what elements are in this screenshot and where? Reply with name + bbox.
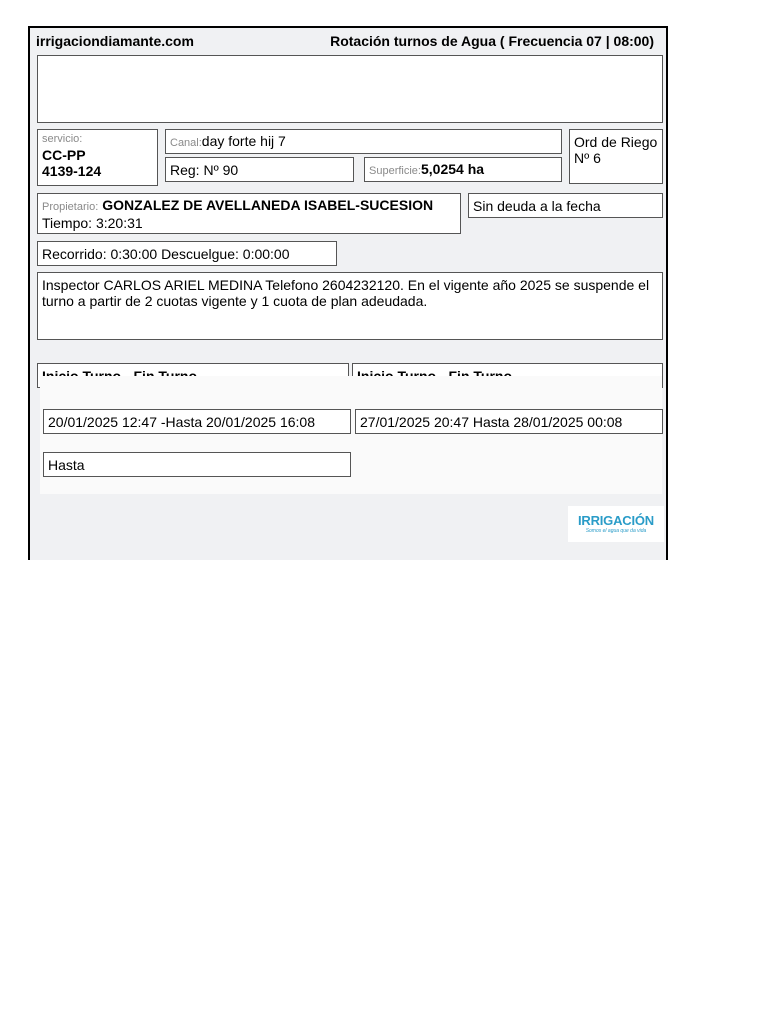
inspector-text: Inspector CARLOS ARIEL MEDINA Telefono 2604232120. En el vigente año 2025 se suspende el turno a partir de 2 cuotas vigente y 1 cuota de plan adeudada. [42,277,650,309]
canal-label: Canal: [170,137,202,149]
tiempo-value: Tiempo: 3:20:31 [42,215,143,231]
deuda-box [468,193,663,218]
ord-riego-line2: Nº 6 [574,150,601,166]
propietario-label: Propietario: [42,201,99,213]
site-name: irrigaciondiamante.com [36,33,194,49]
servicio-line2: 4139-124 [42,163,102,179]
superficie-value: 5,0254 ha [420,161,485,177]
logo-tagline: Somos el agua que da vida [585,527,647,534]
inspector-box [37,272,663,340]
recorrido-value: Recorrido: 0:30:00 Descuelgue: 0:00:00 [42,246,290,262]
servicio-line1: CC-PP [42,147,86,163]
superficie-label: Superficie: [369,165,421,177]
turno-entry-text: 27/01/2025 20:47 Hasta 28/01/2025 00:08 [360,414,623,430]
logo-text: IRRIGACIÓN [577,512,654,528]
ord-riego-line1: Ord de Riego [574,134,658,150]
turno-entry-text: 20/01/2025 12:47 -Hasta 20/01/2025 16:08 [48,414,315,430]
turno-entry [43,452,351,477]
recorrido-box [37,241,337,266]
propietario-box [37,193,461,234]
servicio-label: servicio: [42,133,83,145]
canal-box [165,129,562,154]
blank-box [37,55,663,123]
turnos-area [40,376,662,494]
superficie-box [364,157,562,182]
propietario-name: GONZALEZ DE AVELLANEDA ISABEL-SUCESION [102,197,434,213]
reg-value: Reg: Nº 90 [170,162,239,178]
ord-riego-box [569,129,663,184]
irrigacion-logo [568,506,664,542]
turno-entry-text: Hasta [48,457,85,473]
reg-box [165,157,354,182]
deuda-value: Sin deuda a la fecha [473,198,601,214]
turno-entry [355,409,663,434]
document-panel [28,26,668,560]
canal-value: day forte hij 7 [201,133,286,149]
turno-entry [43,409,351,434]
servicio-box [37,129,158,186]
page-title: Rotación turnos de Agua ( Frecuencia 07 | 08:00) [330,33,654,49]
